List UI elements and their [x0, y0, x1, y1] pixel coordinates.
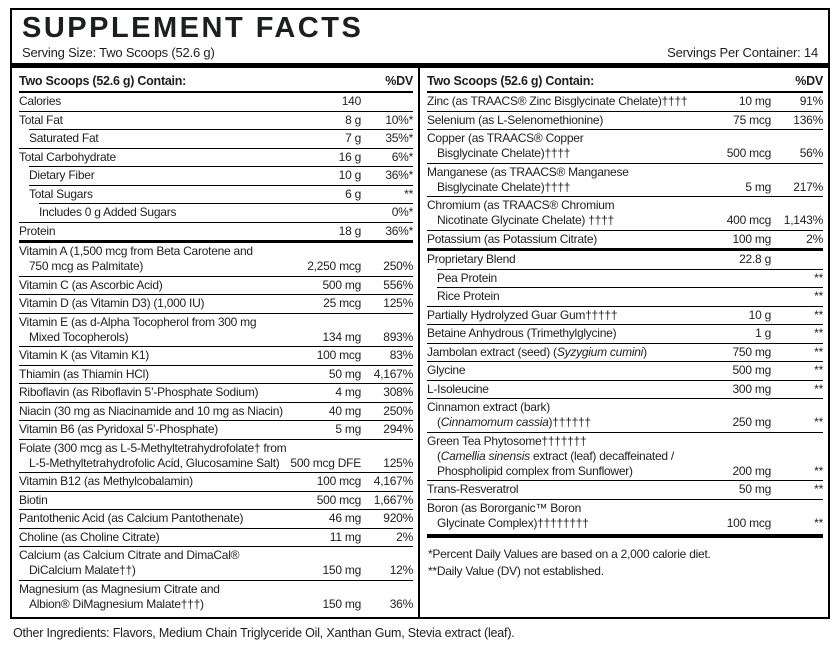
nutrient-rows-left — [19, 93, 413, 613]
nutrient-dv: 91% — [799, 94, 823, 109]
table-row — [19, 93, 413, 111]
table-row — [19, 546, 413, 580]
table-row — [427, 343, 823, 362]
nutrient-amount: 150 mg — [322, 563, 361, 578]
nutrient-name: Vitamin B12 (as Methylcobalamin) — [19, 474, 193, 489]
table-row — [427, 129, 823, 163]
nutrient-amount: 500 mcg DFE — [290, 455, 361, 470]
nutrient-name: Magnesium (as Magnesium Citrate and Albion® DiMagnesium Malate†††) — [19, 581, 220, 611]
nutrient-amount: 300 mg — [732, 381, 771, 396]
nutrient-dv: 83% — [389, 348, 413, 363]
table-row — [19, 383, 413, 402]
nutrient-dv: 294% — [383, 422, 413, 437]
nutrient-name: Total Sugars — [29, 186, 93, 201]
supplement-facts-panel — [10, 8, 830, 619]
nutrient-dv: 0%* — [391, 205, 413, 220]
footnote-dv-not-established: **Daily Value (DV) not established. — [428, 563, 604, 578]
footnotes — [427, 538, 823, 579]
table-row — [427, 499, 823, 533]
nutrient-name: Glycine — [427, 363, 466, 378]
nutrient-amount: 4 mg — [335, 385, 361, 400]
table-row — [427, 306, 823, 325]
nutrient-dv: 2% — [396, 529, 413, 544]
nutrient-name: Trans-Resveratrol — [427, 482, 519, 497]
nutrient-dv: ** — [814, 326, 823, 341]
nutrient-name: Calories — [19, 94, 62, 109]
nutrient-column-left — [12, 68, 420, 617]
nutrient-dv: 893% — [383, 329, 413, 344]
facts-title: SUPPLEMENT FACTS — [22, 12, 364, 44]
nutrient-name: Rice Protein — [437, 289, 500, 304]
nutrient-dv: 1,667% — [373, 492, 413, 507]
table-row — [19, 276, 413, 295]
nutrient-name: Copper (as TRAACS® Copper Bisglycinate Chelate)†††† — [427, 131, 584, 161]
nutrient-dv: 125% — [383, 455, 413, 470]
nutrient-columns — [12, 68, 828, 617]
nutrient-amount: 18 g — [338, 223, 361, 238]
nutrient-dv: 125% — [383, 296, 413, 311]
nutrient-name: Pea Protein — [437, 270, 497, 285]
nutrient-amount: 400 mcg — [726, 213, 771, 228]
nutrient-rows-right — [427, 93, 823, 532]
nutrient-amount: 10 g — [338, 168, 361, 183]
table-row — [427, 432, 823, 481]
nutrient-name: Folate (300 mcg as L-5-Methyltetrahydrofolate† from L-5-Methyltetrahydrofolic Acid, Glucosamine Salt) — [19, 440, 287, 470]
table-row — [19, 222, 413, 241]
nutrient-name: Chromium (as TRAACS® Chromium Nicotinate Glycinate Chelate) †††† — [427, 198, 615, 228]
nutrient-amount: 150 mg — [322, 596, 361, 611]
column-header-dv: %DV — [385, 74, 413, 89]
nutrient-dv: 308% — [383, 385, 413, 400]
nutrient-name: Proprietary Blend — [427, 252, 516, 267]
nutrient-dv: ** — [814, 415, 823, 430]
nutrient-amount: 134 mg — [322, 329, 361, 344]
nutrient-name: Cinnamon extract (bark) (Cinnamomum cassia)†††††† — [427, 400, 591, 430]
table-row — [19, 365, 413, 384]
table-row — [427, 93, 823, 111]
nutrient-name: Riboflavin (as Riboflavin 5’-Phosphate Sodium) — [19, 385, 259, 400]
nutrient-name: Calcium (as Calcium Citrate and DimaCal® DiCalcium Malate††) — [19, 548, 240, 578]
nutrient-amount: 100 mg — [732, 231, 771, 246]
nutrient-dv: ** — [404, 186, 413, 201]
nutrient-dv: ** — [814, 363, 823, 378]
column-header-label: Two Scoops (52.6 g) Contain: — [19, 74, 187, 89]
table-row — [39, 203, 413, 222]
nutrient-amount: 2,250 mcg — [307, 259, 361, 274]
nutrient-dv: 56% — [799, 146, 823, 161]
nutrient-column-right — [420, 68, 828, 617]
nutrient-amount: 46 mg — [328, 511, 361, 526]
nutrient-dv: ** — [814, 482, 823, 497]
nutrient-dv: ** — [814, 307, 823, 322]
table-row — [427, 111, 823, 130]
table-row — [427, 196, 823, 230]
table-row — [29, 185, 413, 204]
table-row — [29, 129, 413, 148]
nutrient-name: Partially Hydrolyzed Guar Gum††††† — [427, 307, 618, 322]
nutrient-name: L-Isoleucine — [427, 381, 489, 396]
nutrient-amount: 8 g — [345, 112, 361, 127]
nutrient-amount: 5 mg — [335, 422, 361, 437]
panel-header — [12, 10, 828, 63]
nutrient-name: Vitamin D (as Vitamin D3) (1,000 IU) — [19, 296, 205, 311]
nutrient-name: Green Tea Phytosome††††††† (Camellia sinensis extract (leaf) decaffeinated / Phospholipid complex from Sunflower) — [427, 433, 674, 478]
nutrient-dv: ** — [814, 381, 823, 396]
nutrient-dv: ** — [814, 270, 823, 285]
nutrient-name: Vitamin K (as Vitamin K1) — [19, 348, 150, 363]
serving-row — [22, 45, 818, 60]
nutrient-amount: 5 mg — [745, 179, 771, 194]
nutrient-amount: 16 g — [338, 149, 361, 164]
nutrient-name: Thiamin (as Thiamin HCl) — [19, 366, 149, 381]
nutrient-name: Manganese (as TRAACS® Manganese Bisglycinate Chelate)†††† — [427, 164, 629, 194]
nutrient-dv: 12% — [389, 563, 413, 578]
nutrient-amount: 750 mg — [732, 344, 771, 359]
table-row — [427, 361, 823, 380]
nutrient-amount: 6 g — [345, 186, 361, 201]
table-row — [427, 163, 823, 197]
column-header-left — [19, 70, 413, 93]
nutrient-amount: 75 mcg — [733, 112, 771, 127]
servings-per-container: Servings Per Container: 14 — [667, 45, 818, 61]
table-row — [437, 287, 823, 306]
nutrient-amount: 100 mcg — [726, 515, 771, 530]
nutrient-name: Betaine Anhydrous (Trimethylglycine) — [427, 326, 617, 341]
serving-size: Serving Size: Two Scoops (52.6 g) — [22, 45, 215, 61]
nutrient-amount: 500 mg — [732, 363, 771, 378]
table-row — [19, 580, 413, 614]
nutrient-dv: 4,167% — [373, 366, 413, 381]
nutrient-amount: 140 — [341, 94, 361, 109]
nutrient-dv: 10%* — [385, 112, 413, 127]
nutrient-name: Vitamin B6 (as Pyridoxal 5’-Phosphate) — [19, 422, 219, 437]
nutrient-dv: 217% — [793, 179, 823, 194]
nutrient-amount: 11 mg — [329, 529, 361, 544]
table-row — [19, 491, 413, 510]
nutrient-amount: 100 mcg — [316, 348, 361, 363]
nutrient-name: Protein — [19, 223, 56, 238]
nutrient-name: Total Fat — [19, 112, 63, 127]
nutrient-amount: 22.8 g — [739, 252, 771, 267]
nutrient-dv: 250% — [383, 403, 413, 418]
nutrient-name: Potassium (as Potassium Citrate) — [427, 231, 598, 246]
table-row — [19, 420, 413, 439]
nutrient-dv: 920% — [383, 511, 413, 526]
nutrient-amount: 500 mcg — [316, 492, 361, 507]
nutrient-amount: 500 mg — [322, 277, 361, 292]
table-row — [427, 248, 823, 269]
nutrient-dv: ** — [814, 344, 823, 359]
table-row — [427, 230, 823, 249]
table-row — [19, 528, 413, 547]
nutrient-amount: 1 g — [755, 326, 771, 341]
table-row — [427, 398, 823, 432]
nutrient-dv: 250% — [383, 259, 413, 274]
nutrient-amount: 25 mcg — [323, 296, 361, 311]
nutrient-amount: 40 mg — [328, 403, 361, 418]
nutrient-name: Total Carbohydrate — [19, 149, 116, 164]
table-row — [19, 439, 413, 473]
nutrient-name: Jambolan extract (seed) (Syzygium cumini) — [427, 344, 647, 359]
nutrient-amount: 10 mg — [738, 94, 771, 109]
nutrient-name: Selenium (as L-Selenomethionine) — [427, 112, 604, 127]
nutrient-amount: 50 mg — [738, 482, 771, 497]
column-header-right — [427, 70, 823, 93]
nutrient-amount: 500 mcg — [726, 146, 771, 161]
other-ingredients: Other Ingredients: Flavors, Medium Chain Triglyceride Oil, Xanthan Gum, Stevia extract (leaf). — [13, 626, 515, 641]
column-header-dv: %DV — [795, 74, 823, 89]
nutrient-dv: ** — [814, 289, 823, 304]
table-row — [19, 294, 413, 313]
nutrient-dv: ** — [814, 463, 823, 478]
table-row — [19, 509, 413, 528]
table-row — [427, 380, 823, 399]
table-row — [19, 148, 413, 167]
table-row — [19, 402, 413, 421]
nutrient-name: Zinc (as TRAACS® Zinc Bisglycinate Chelate)†††† — [427, 94, 688, 109]
table-row — [19, 472, 413, 491]
nutrient-name: Saturated Fat — [29, 131, 99, 146]
nutrient-dv: ** — [814, 515, 823, 530]
nutrient-name: Includes 0 g Added Sugars — [39, 205, 177, 220]
nutrient-dv: 36%* — [385, 223, 413, 238]
nutrient-name: Vitamin C (as Ascorbic Acid) — [19, 277, 163, 292]
nutrient-name: Biotin — [19, 492, 48, 507]
nutrient-dv: 2% — [806, 231, 823, 246]
nutrient-amount: 250 mg — [732, 415, 771, 430]
nutrient-amount: 200 mg — [732, 463, 771, 478]
nutrient-amount: 100 mcg — [316, 474, 361, 489]
table-row — [29, 166, 413, 185]
nutrient-name: Choline (as Choline Citrate) — [19, 529, 160, 544]
nutrient-name: Niacin (30 mg as Niacinamide and 10 mg as Niacin) — [19, 403, 283, 418]
nutrient-dv: 6%* — [391, 149, 413, 164]
nutrient-dv: 136% — [793, 112, 823, 127]
nutrient-amount: 10 g — [748, 307, 771, 322]
table-row — [19, 240, 413, 276]
nutrient-name: Boron (as Bororganic™ Boron Glycinate Complex)†††††††† — [427, 500, 589, 530]
table-row — [437, 269, 823, 288]
nutrient-name: Dietary Fiber — [29, 168, 95, 183]
nutrient-dv: 36%* — [385, 168, 413, 183]
column-header-label: Two Scoops (52.6 g) Contain: — [427, 74, 595, 89]
table-row — [19, 111, 413, 130]
table-row — [19, 346, 413, 365]
nutrient-dv: 36% — [389, 596, 413, 611]
nutrient-dv: 556% — [383, 277, 413, 292]
nutrient-dv: 35%* — [385, 131, 413, 146]
table-row — [19, 313, 413, 347]
table-row — [427, 480, 823, 499]
footnote-percent-dv: *Percent Daily Values are based on a 2,000 calorie diet. — [428, 547, 711, 562]
nutrient-amount: 7 g — [345, 131, 361, 146]
nutrient-name: Vitamin A (1,500 mcg from Beta Carotene and 750 mcg as Palmitate) — [19, 244, 253, 274]
nutrient-name: Pantothenic Acid (as Calcium Pantothenate) — [19, 511, 244, 526]
nutrient-dv: 1,143% — [783, 213, 823, 228]
nutrient-name: Vitamin E (as d-Alpha Tocopherol from 300 mg Mixed Tocopherols) — [19, 314, 257, 344]
table-row — [427, 324, 823, 343]
nutrient-amount: 50 mg — [328, 366, 361, 381]
nutrient-dv: 4,167% — [373, 474, 413, 489]
